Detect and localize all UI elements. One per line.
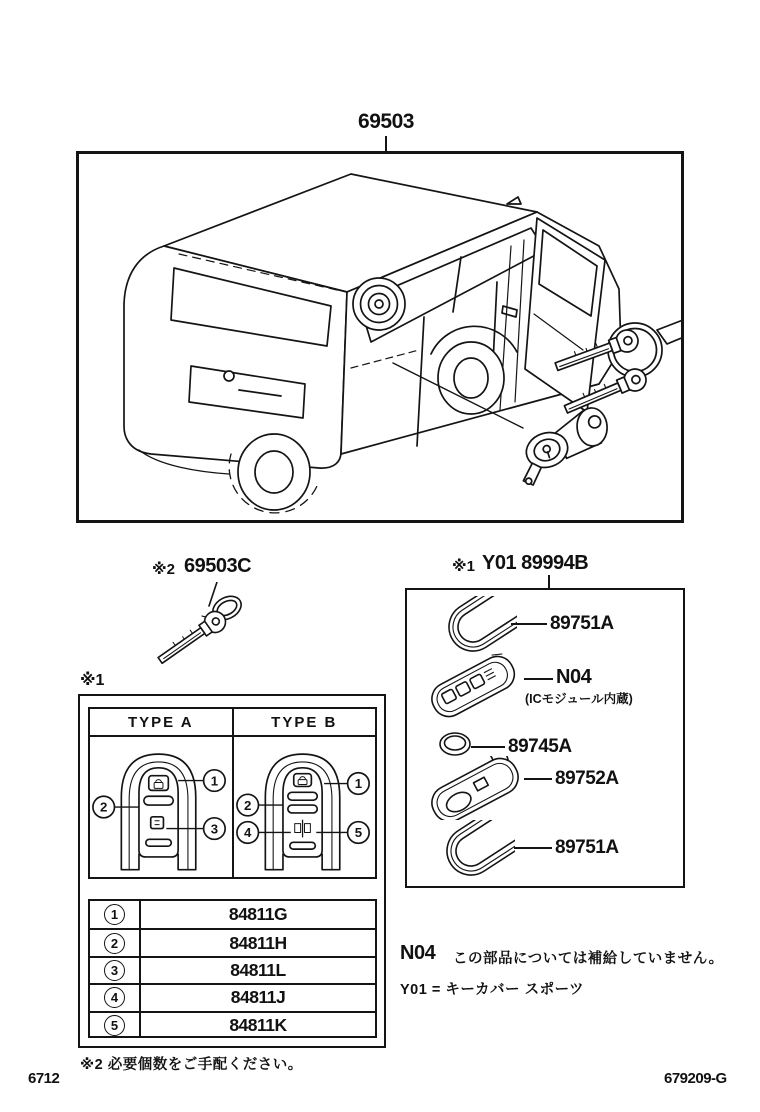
lower-case-icon xyxy=(419,756,537,820)
type-table-box xyxy=(78,694,386,1048)
vehicle-illustration-box xyxy=(76,151,684,523)
type-b-cell xyxy=(234,737,376,879)
svg-text:3: 3 xyxy=(210,821,219,837)
module-note: (ICモジュール内蔵) xyxy=(525,692,633,706)
type-a-header: TYPE A xyxy=(90,709,234,735)
transmitter-module-icon xyxy=(419,650,531,720)
svg-text:1: 1 xyxy=(210,773,219,789)
part-number-table xyxy=(88,899,377,1038)
main-leader-line xyxy=(385,136,387,151)
type-a-cell xyxy=(90,737,234,879)
y01-note-text: Y01 = キーカバー スポーツ xyxy=(400,982,584,998)
quantity-note-text: ※2 必要個数をご手配ください。 xyxy=(80,1057,303,1073)
n04-note-text: この部品については補給していません。 xyxy=(453,951,724,967)
table-row xyxy=(90,901,375,928)
leader-line xyxy=(524,678,553,680)
part-number: 84811H xyxy=(229,932,287,953)
type-table xyxy=(88,707,377,879)
leader-line xyxy=(524,778,552,780)
leader-line xyxy=(471,746,505,748)
callout-number: 4 xyxy=(104,987,125,1008)
svg-text:2: 2 xyxy=(244,797,252,813)
part-number: 84811L xyxy=(230,959,286,980)
leader-line xyxy=(511,623,547,625)
part-number: 84811G xyxy=(228,904,288,925)
callout-number: 1 xyxy=(104,904,125,925)
svg-text:1: 1 xyxy=(354,776,363,792)
key-blank-part-label: 69503C xyxy=(184,555,252,577)
type-b-header: TYPE B xyxy=(271,713,338,731)
type-b-fob-diagram xyxy=(234,737,376,879)
module-label: N04 xyxy=(556,666,592,688)
callout-number: 2 xyxy=(104,933,125,954)
key-blank-icon xyxy=(155,582,280,677)
part-number: 84811J xyxy=(230,987,286,1008)
cover-set-code-label: Y01 89994B xyxy=(482,552,589,574)
footer-page-code: 6712 xyxy=(28,1070,60,1087)
table-row xyxy=(90,928,375,955)
cover-set-ref-mark: ※1 xyxy=(452,558,475,575)
svg-text:2: 2 xyxy=(100,799,108,815)
footer-figure-code: 679209-G xyxy=(664,1070,727,1087)
type-a-fob-diagram xyxy=(90,737,232,879)
main-part-label: 69503 xyxy=(358,110,414,133)
case-label: 89752A xyxy=(555,768,619,789)
lower-cover-icon xyxy=(415,820,515,884)
upper-cover-label: 89751A xyxy=(550,613,614,634)
lock-cylinder-icon xyxy=(507,400,621,487)
callout-number: 5 xyxy=(104,1015,125,1036)
key-blank-ref-mark: ※2 xyxy=(152,561,175,578)
button-label: 89745A xyxy=(508,736,572,757)
lower-cover-label: 89751A xyxy=(555,837,619,858)
table-row xyxy=(90,956,375,983)
leader-line xyxy=(514,847,552,849)
table-row xyxy=(90,983,375,1010)
cover-set-box xyxy=(405,588,685,888)
part-number: 84811K xyxy=(229,1014,287,1035)
cover-set-leader-line xyxy=(548,575,550,588)
n04-code-label: N04 xyxy=(400,942,436,964)
type-table-ref-mark: ※1 xyxy=(80,672,105,689)
callout-number: 3 xyxy=(104,960,125,981)
vehicle-lock-set-illustration xyxy=(79,154,681,520)
table-row xyxy=(90,1011,375,1038)
svg-text:4: 4 xyxy=(244,825,252,841)
svg-text:5: 5 xyxy=(354,825,363,841)
